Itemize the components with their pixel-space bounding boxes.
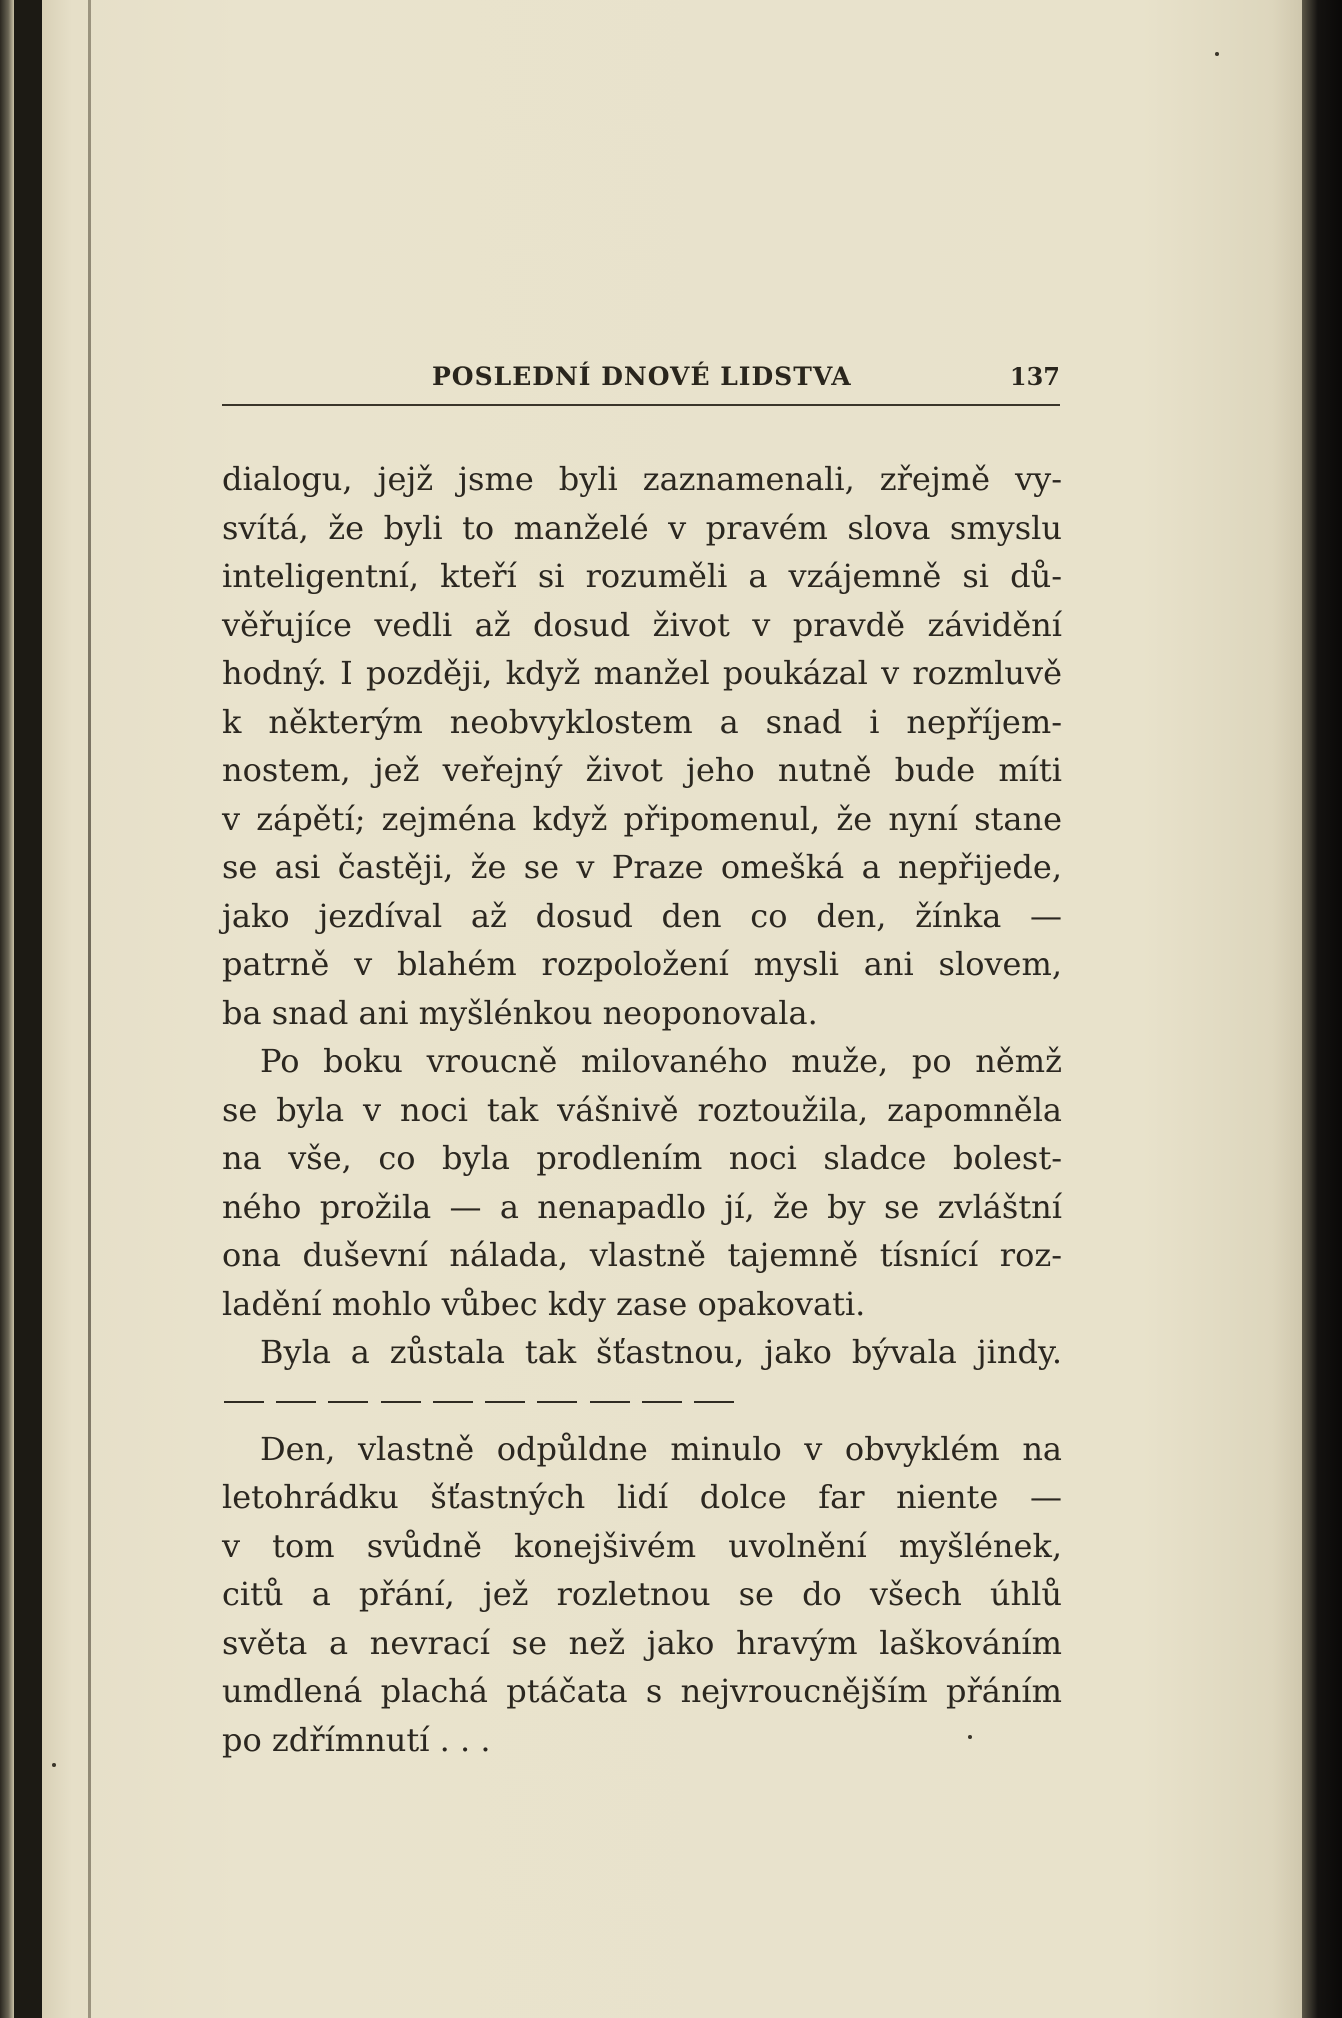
separator-dash [537,1401,577,1403]
text-line: v zápětí; zejména když připomenul, že nyní stane [222,799,1062,838]
text-line: věřujíce vedli až dosud život v pravdě závidění [222,605,1062,644]
paragraph-4 [222,1425,1062,1765]
text-line: svítá, že byli to manželé v pravém slova smyslu [222,508,1062,547]
separator-dash [433,1401,473,1403]
text-line: dialogu, jejž jsme byli zaznamenali, zřejmě vy- [222,460,1062,498]
paper-speck [52,1763,56,1767]
binding-shadow [0,0,14,2018]
paper-speck [1215,52,1219,56]
page-edge-shadow [1302,0,1342,2018]
text-line: jako jezdíval až dosud den co den, žínka — [222,896,1062,935]
separator-dash [642,1401,682,1403]
text-line: ného prožila — a nenapadlo jí, že by se zvláštní [222,1187,1062,1226]
text-line: k některým neobvyklostem a snad i nepříjem- [222,702,1062,741]
text-line: světa a nevrací se než jako hravým laškováním [222,1623,1062,1662]
running-header [222,360,1060,402]
text-line: ona duševní nálada, vlastně tajemně tísnící roz- [222,1236,1062,1274]
text-line: umdlená plachá ptáčata s nejvroucnějším přáním [222,1672,1062,1710]
separator-dash [381,1401,421,1403]
text-line: Po boku vroucně milovaného muže, po němž [260,1042,1062,1080]
separator-dash [590,1401,630,1403]
text-line: hodný. I později, když manžel poukázal v rozmluvě [222,654,1062,692]
paragraph-3 [222,1328,1062,1377]
text-line: na vše, co byla prodlením noci sladce bolest- [222,1139,1062,1177]
text-line: inteligentní, kteří si rozuměli a vzájemně si dů- [222,557,1062,595]
text-line: po zdřímnutí . . . [222,1720,491,1759]
text-line: ladění mohlo vůbec kdy zase opakovati. [222,1284,866,1323]
separator-dash [224,1401,264,1403]
text-line: Byla a zůstala tak šťastnou, jako bývala jindy. [260,1333,1062,1371]
text-line: nostem, jež veřejný život jeho nutně bude míti [222,751,1062,789]
text-line: v tom svůdně konejšivém uvolnění myšlének, [222,1526,1062,1565]
separator-dash [485,1401,525,1403]
body-text [222,455,1062,1764]
text-line: patrně v blahém rozpoložení mysli ani slovem, [222,945,1062,983]
paragraph-2 [222,1037,1062,1328]
text-line: ba snad ani myšlénkou neoponovala. [222,993,818,1032]
text-line: Den, vlastně odpůldne minulo v obvyklém na [260,1429,1062,1468]
paragraph-1 [222,455,1062,1037]
page-number: 137 [1009,362,1060,391]
separator-dash [694,1401,734,1403]
text-line: se byla v noci tak vášnivě roztoužila, zapomněla [222,1090,1062,1129]
text-line: se asi častěji, že se v Praze omešká a nepřijede, [222,848,1062,886]
text-line: letohrádku šťastných lidí dolce far niente — [222,1478,1062,1516]
paper-speck [968,1735,972,1739]
separator-dash [328,1401,368,1403]
header-rule [222,404,1060,406]
section-separator [224,1397,734,1407]
gutter-line [88,0,91,2018]
separator-dash [276,1401,316,1403]
text-line: citů a přání, jež rozletnou se do všech úhlů [222,1575,1062,1613]
running-title: POSLEDNÍ DNOVÉ LIDSTVA [432,362,852,391]
